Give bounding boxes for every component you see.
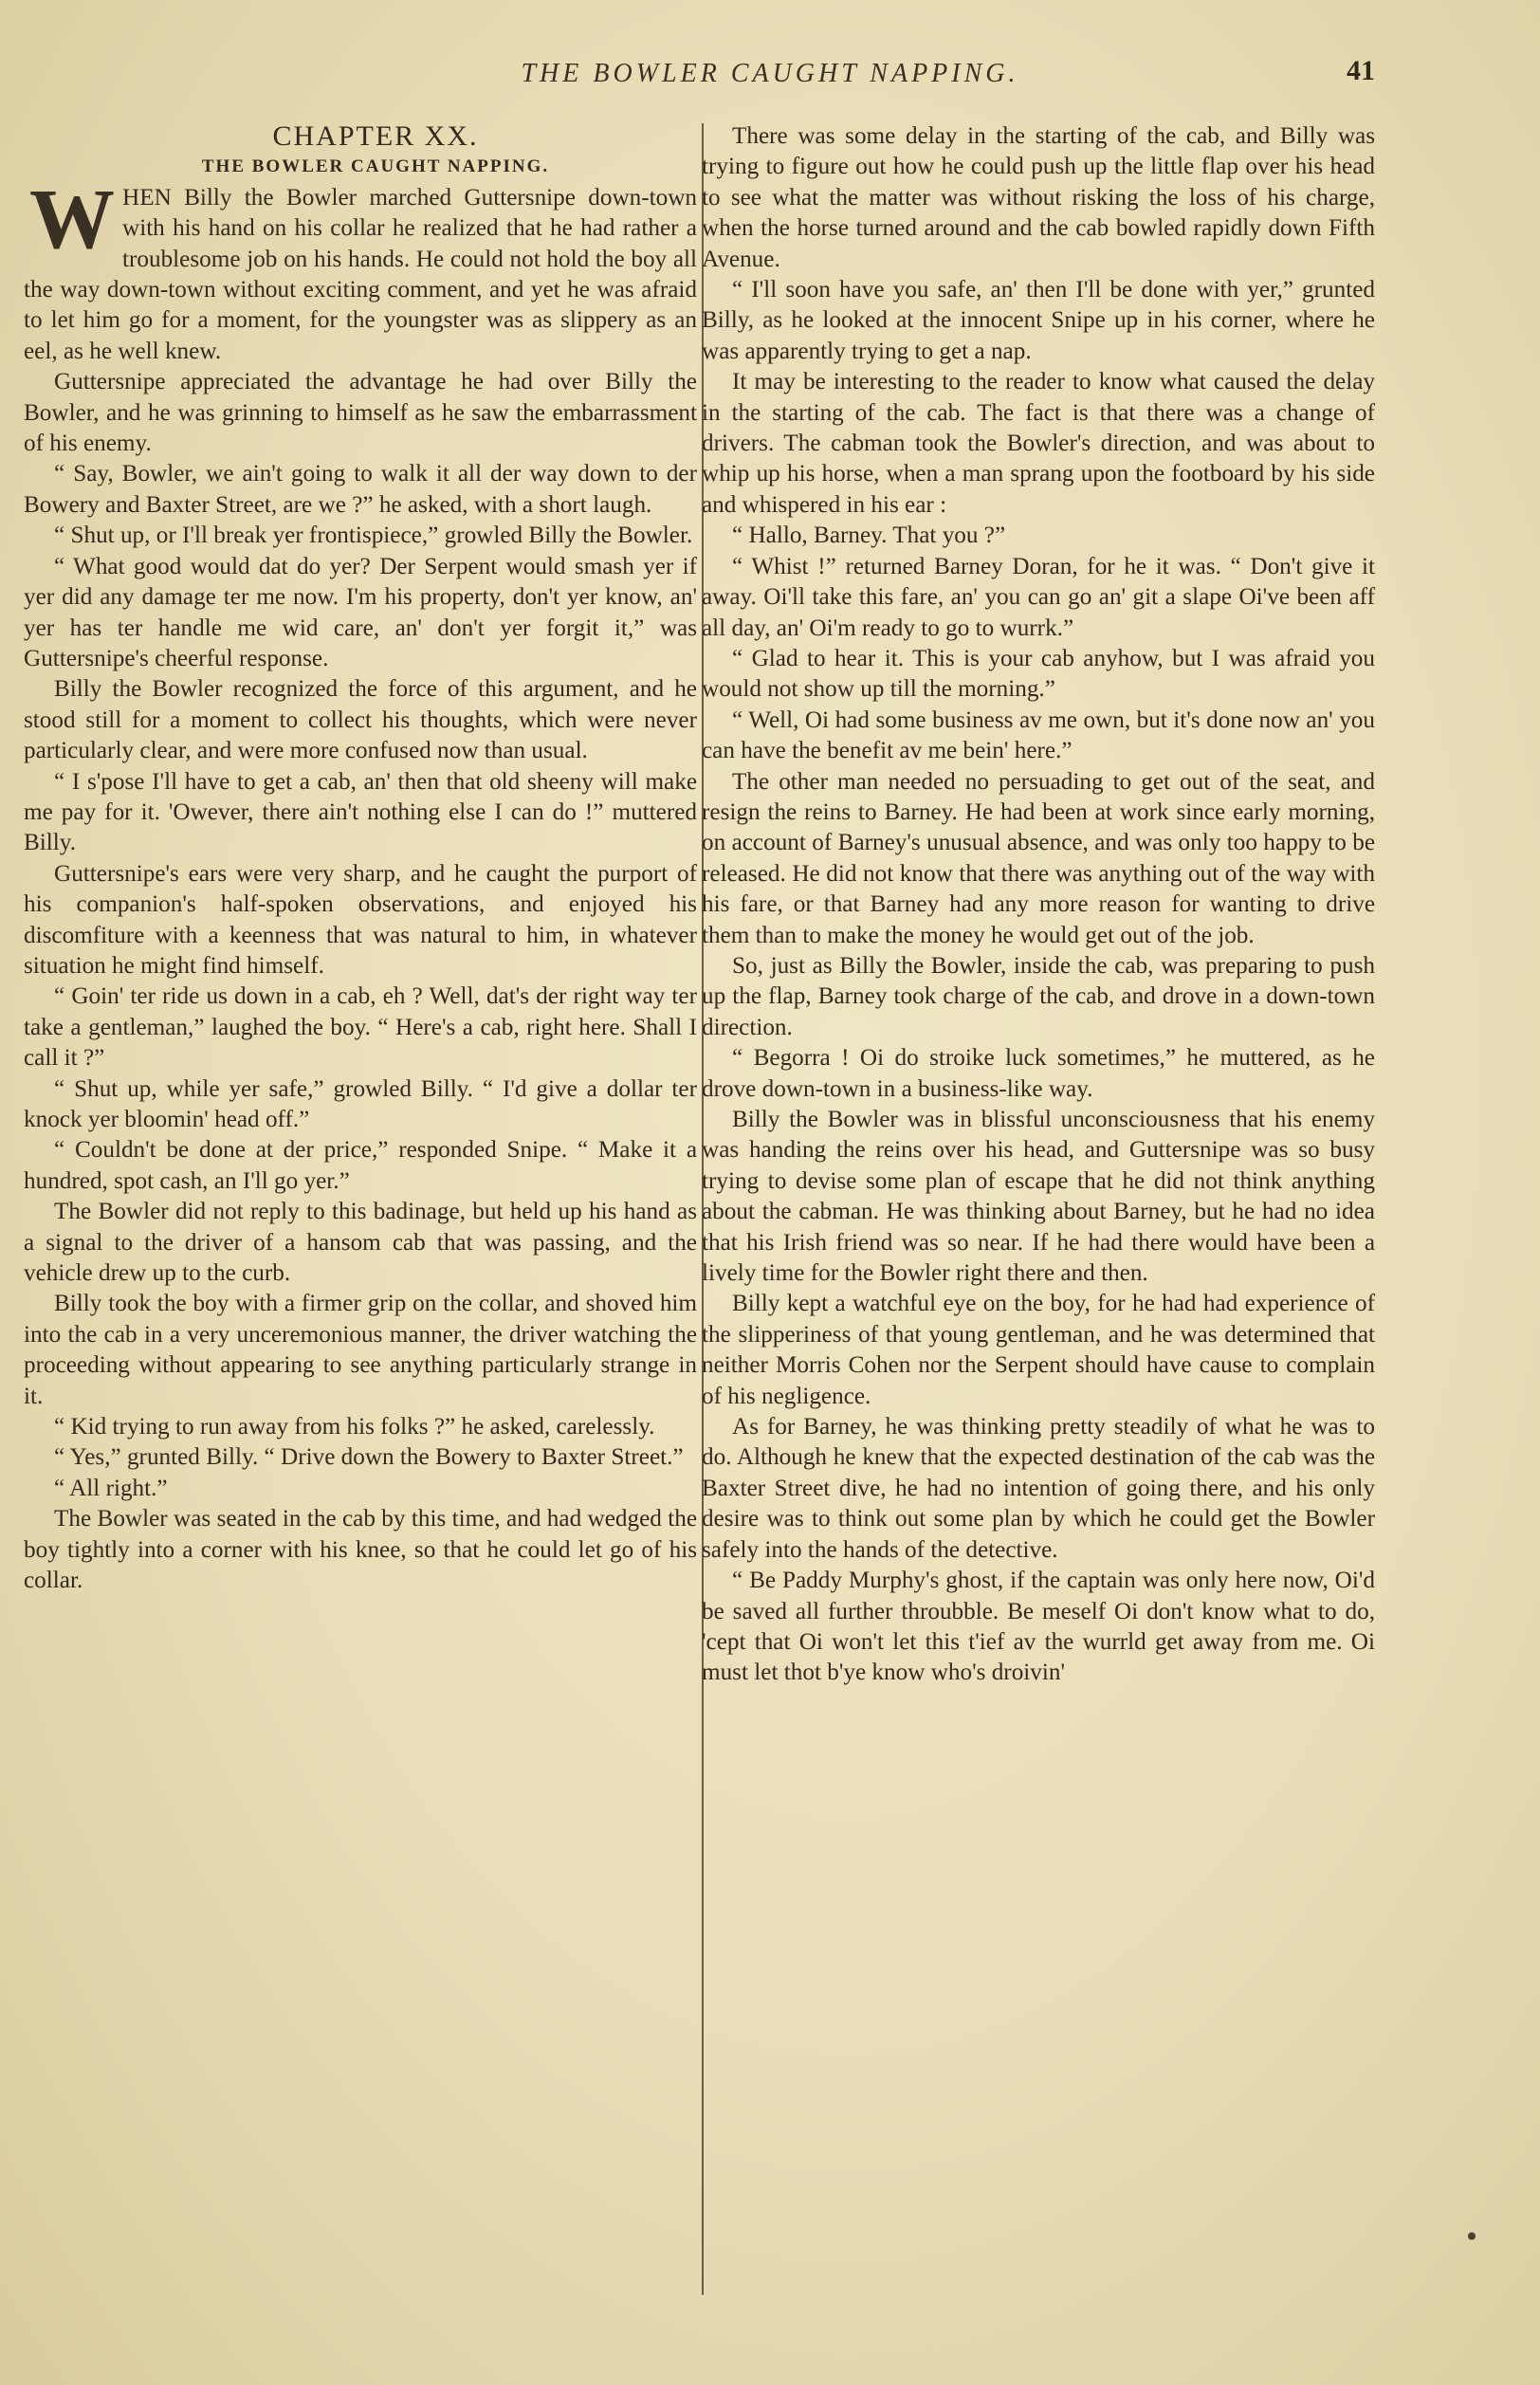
paragraph: “ Hallo, Barney. That you ?” [732,523,1006,549]
paragraph: “ All right.” [54,1475,168,1501]
paragraph: The other man needed no persuading to get out of the seat, and resign the reins to Barney. He had been at work since early morning, on account of Barney's unusual absence, and was only too happy to be released. He did not know that there was anything out of the way with his fare, or that Barney had any more reason for wanting to drive them than to make the money he would get out of the job. [702,768,1375,948]
paragraph: There was some delay in the starting of the cab, and Billy was trying to figure out how he could push up the little flap over his head to see what the matter was without risking the loss of his charge, when the horse turned around and the cab bowled rapidly down Fifth Avenue. [702,123,1375,272]
paragraph: So, just as Billy the Bowler, inside the cab, was preparing to push up the flap, Barney took charge of the cab, and drove in a down-town direction. [702,952,1375,1040]
paragraph: “ Say, Bowler, we ain't going to walk it all der way down to der Bowery and Baxter Street, are we ?” he asked, with a short laugh. [24,461,697,518]
running-head: THE BOWLER CAUGHT NAPPING. [521,59,1019,88]
chapter-subtitle: THE BOWLER CAUGHT NAPPING. [201,156,550,177]
paragraph: “ I s'pose I'll have to get a cab, an' then that old sheeny will make me pay for it. 'Owever, there ain't nothing else I can do !” muttered Billy. [24,768,697,856]
paragraph: Billy took the boy with a firmer grip on the collar, and shoved him into the cab in a very unceremonious manner, the driver watching the proceeding without appearing to see anything particularly strange in it. [24,1291,697,1409]
drop-cap: W [29,172,115,266]
paragraph: It may be interesting to the reader to know what caused the delay in the starting of the cab. The fact is that there was a change of drivers. The cabman took the Bowler's direction, and was about to whip up his horse, when a man sprang upon the footboard by his side and whispered in his ear : [702,369,1375,518]
paragraph: “ Be Paddy Murphy's ghost, if the captain was only here now, Oi'd be saved all further throubble. Be meself Oi don't know what to do, 'cept that Oi won't let this t'ief av the wurrld get away from me. Oi must let thot b'ye know who's droivin' [702,1568,1375,1686]
margin-dot [1468,2232,1476,2240]
paragraph: The Bowler was seated in the cab by this time, and had wedged the boy tightly into a corner with his knee, so that he could let go of his collar. [24,1506,697,1594]
paragraph: “ Shut up, or I'll break yer frontispiece,” growled Billy the Bowler. [54,523,693,549]
paragraph: “ Shut up, while yer safe,” growled Billy. “ I'd give a dollar ter knock yer bloomin' head off.” [24,1075,697,1132]
paragraph: “ Goin' ter ride us down in a cab, eh ? Well, dat's der right way ter take a gentleman,” laughed the boy. “ Here's a cab, right here. Shall I call it ?” [24,983,697,1072]
paragraph: Guttersnipe appreciated the advantage he had over Billy the Bowler, and he was grinning to himself as he saw the embarrassment of his enemy. [24,369,697,457]
paragraph: “ Yes,” grunted Billy. “ Drive down the Bowery to Baxter Street.” [54,1444,684,1471]
paragraph: “ Begorra ! Oi do stroike luck sometimes,” he muttered, as he drove down-town in a business-like way. [702,1045,1375,1102]
paragraph: Billy the Bowler was in blissful unconsciousness that his enemy was handing the reins over his head, and Guttersnipe was so busy trying to devise some plan of escape that he did not think anything about the cabman. He was thinking about Barney, but he had no idea that his Irish friend was so near. If he had there would have been a lively time for the Bowler right there and then. [702,1107,1375,1287]
paragraph: “ What good would dat do yer? Der Serpent would smash yer if yer did any damage ter me now. I'm his property, don't yer know, an' yer has ter handle me wid care, an' don't yer forgit it,” was Guttersnipe's cheerful response. [24,553,697,671]
paragraph: Billy kept a watchful eye on the boy, for he had had experience of the slipperiness of that young gentleman, and he was determined that neither Morris Cohen nor the Serpent should have cause to complain of his negligence. [702,1291,1375,1409]
paragraph: “ Couldn't be done at der price,” responded Snipe. “ Make it a hundred, spot cash, an I'll go yer.” [24,1137,697,1194]
paragraph: “ Well, Oi had some business av me own, but it's done now an' you can have the benefit av me bein' here.” [702,706,1375,764]
paragraph: The Bowler did not reply to this badinage, but held up his hand as a signal to the driver of a hansom cab that was passing, and the vehicle drew up to the curb. [24,1199,697,1287]
paragraph: “ Whist !” returned Barney Doran, for he it was. “ Don't give it away. Oi'll take this fare, an' you can go an' git a slape Oi've been aff all day, an' Oi'm ready to go to wurrk.” [702,553,1375,641]
left-column [24,121,697,1597]
right-column [702,121,1375,1689]
paragraph-text: HEN Billy the Bowler marched Guttersnipe down-town with his hand on his collar he realized that he had rather a troublesome job on his hands. He could not hold the boy all the way down-town without exciting comment, and yet he was afraid to let him go for a moment, for the youngster was as slippery as an eel, as he well knew. [24,184,697,364]
paragraph: “ Glad to hear it. This is your cab anyhow, but I was afraid you would not show up till the morning.” [702,645,1375,703]
chapter-title: CHAPTER XX. [272,120,479,152]
paragraph: As for Barney, he was thinking pretty steadily of what he was to do. Although he knew that the expected destination of the cab was the Baxter Street dive, he had no intention of going there, and his only desire was to think out some plan by which he could get the Bowler safely into the hands of the detective. [702,1414,1375,1563]
paragraph: “ Kid trying to run away from his folks ?” he asked, carelessly. [54,1414,655,1440]
paragraph [24,172,697,367]
paragraph: “ I'll soon have you safe, an' then I'll be done with yer,” grunted Billy, as he looked at the innocent Snipe up in his corner, where he was apparently trying to get a nap. [702,277,1375,364]
page-number: 41 [1347,55,1375,86]
paragraph: Guttersnipe's ears were very sharp, and he caught the purport of his companion's half-spoken observations, and enjoyed his discomfiture with a keenness that was natural to him, in whatever situation he might find himself. [24,860,697,979]
paragraph: Billy the Bowler recognized the force of this argument, and he stood still for a moment to collect his thoughts, which were never particularly clear, and were more confused now than usual. [24,676,697,764]
